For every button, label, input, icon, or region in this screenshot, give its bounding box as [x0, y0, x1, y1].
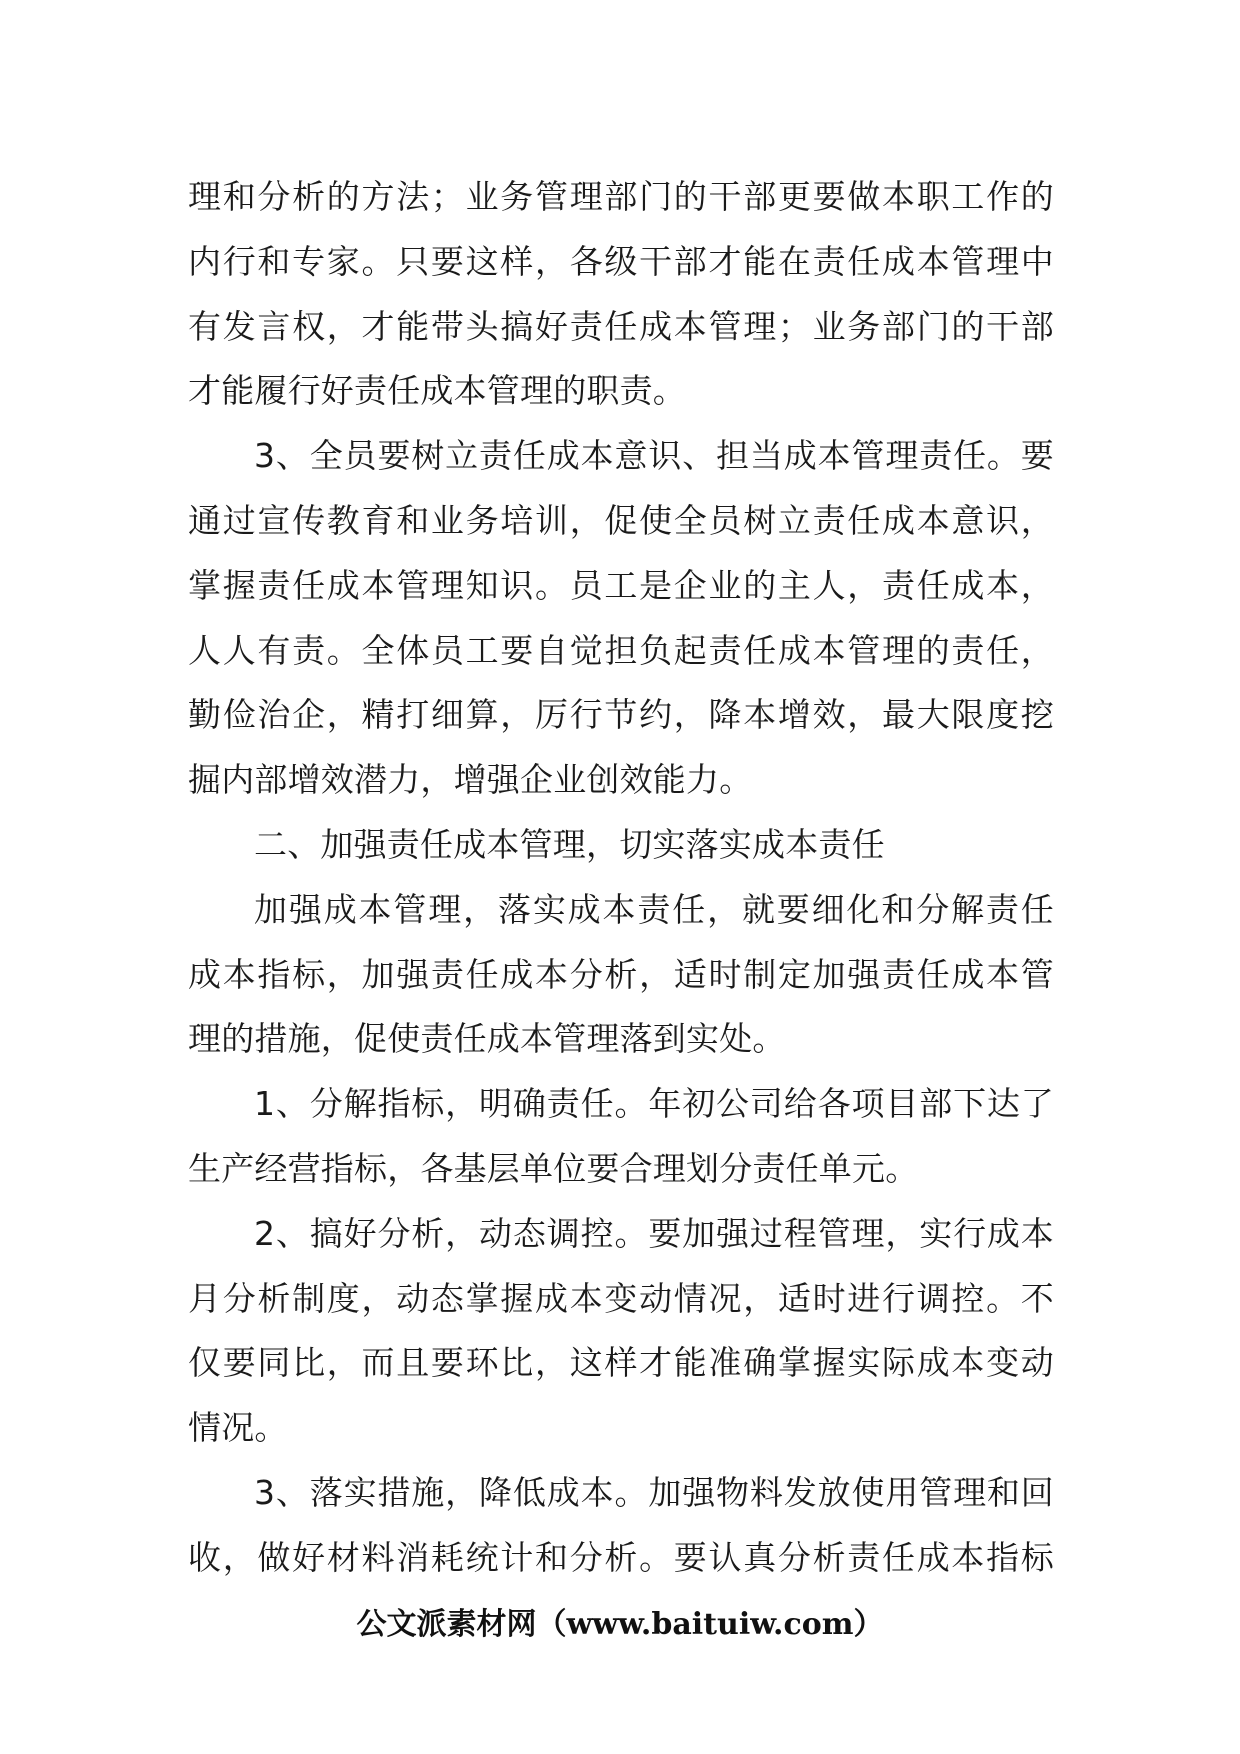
text-line: 3、落实措施，降低成本。加强物料发放使用管理和回 [254, 1472, 1054, 1512]
text-line: 仅要同比，而且要环比，这样才能准确掌握实际成本变动 [188, 1343, 1054, 1383]
text-line: 月分析制度，动态掌握成本变动情况，适时进行调控。不 [188, 1278, 1054, 1318]
document-body [188, 165, 1054, 1591]
text-line: 勤俭治企，精打细算，厉行节约，降本增效，最大限度挖 [188, 695, 1054, 735]
text-line: 理的措施，促使责任成本管理落到实处。 [188, 1019, 786, 1059]
text-line: 通过宣传教育和业务培训，促使全员树立责任成本意识， [188, 500, 1054, 540]
text-line: 3、全员要树立责任成本意识、担当成本管理责任。要 [254, 436, 1054, 476]
text-line: 才能履行好责任成本管理的职责。 [188, 371, 686, 411]
text-line: 人人有责。全体员工要自觉担负起责任成本管理的责任， [188, 630, 1054, 670]
text-line: 成本指标，加强责任成本分析，适时制定加强责任成本管 [188, 954, 1054, 994]
text-line: 掌握责任成本管理知识。员工是企业的主人，责任成本， [188, 565, 1054, 605]
text-line: 内行和专家。只要这样，各级干部才能在责任成本管理中 [188, 241, 1054, 281]
text-line: 情况。 [188, 1408, 288, 1448]
text-line: 有发言权，才能带头搞好责任成本管理；业务部门的干部 [188, 306, 1054, 346]
text-line: 收，做好材料消耗统计和分析。要认真分析责任成本指标 [188, 1537, 1054, 1577]
text-line: 1、分解指标，明确责任。年初公司给各项目部下达了 [254, 1084, 1054, 1124]
text-line: 生产经营指标，各基层单位要合理划分责任单元。 [188, 1148, 919, 1188]
footer-watermark: 公文派素材网（www.baituiw.com） [356, 1607, 884, 1642]
section-heading: 二、加强责任成本管理，切实落实成本责任 [254, 824, 885, 864]
text-line: 掘内部增效潜力，增强企业创效能力。 [188, 760, 753, 800]
text-line: 加强成本管理，落实成本责任，就要细化和分解责任 [254, 889, 1054, 929]
text-line: 理和分析的方法；业务管理部门的干部更要做本职工作的 [188, 177, 1054, 216]
text-line: 2、搞好分析，动态调控。要加强过程管理，实行成本 [254, 1213, 1054, 1253]
